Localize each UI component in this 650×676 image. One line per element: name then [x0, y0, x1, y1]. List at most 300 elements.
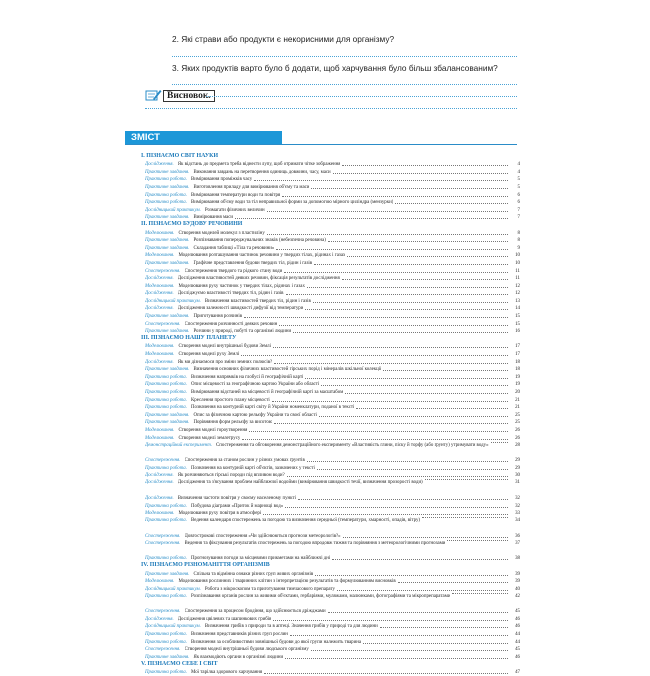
- toc-page-number: 15: [515, 321, 520, 327]
- toc-page-number: 10: [515, 260, 520, 266]
- toc-leader-dots: [282, 196, 508, 197]
- toc-leader-dots: [279, 325, 508, 326]
- toc-page-number: 45: [515, 609, 520, 615]
- toc-entry-text: Розчини у природі, побуті та організмі людини: [193, 329, 292, 335]
- toc-entry-type: Практична робота.: [145, 397, 187, 403]
- toc-entry-type: Практичне завдання.: [145, 238, 190, 244]
- toc-entry-text: Ведення та фіксування результатів спостережень за погодою впродовж тижня та порівняння з метеорологічними прогнозами: [184, 540, 446, 546]
- toc-entry[interactable]: [145, 366, 520, 374]
- toc-section-title: V. ПІЗНАЄМО СЕБЕ І СВІТ: [141, 660, 218, 667]
- toc-entry-text: Опис місцевості за географічною картою України або області: [190, 382, 320, 388]
- toc-entry-text: Визначення частоти повітря у своєму населеному пункті: [177, 495, 296, 501]
- toc-entry-type: Практична робота.: [145, 670, 187, 676]
- toc-entry[interactable]: [145, 608, 520, 616]
- toc-entry-text: Креслення простого плану місцевості: [190, 397, 270, 403]
- toc-entry[interactable]: [145, 191, 520, 199]
- toc-page-number: 7: [517, 207, 520, 213]
- toc-entry-type: Дослідницький практикум.: [145, 207, 201, 213]
- toc-entry[interactable]: [145, 388, 520, 396]
- toc-entry-type: Моделювання.: [145, 230, 175, 236]
- toc-page-number: 6: [517, 192, 520, 198]
- toc-entry[interactable]: [145, 532, 520, 540]
- toc-leader-dots: [298, 499, 508, 500]
- toc-entry[interactable]: [145, 555, 520, 563]
- toc-entry[interactable]: [145, 297, 520, 305]
- toc-entry-type: Практичне завдання.: [145, 184, 190, 190]
- toc-leader-dots: [425, 479, 508, 480]
- question-3-number: 3.: [172, 63, 179, 73]
- toc-page-number: 46: [515, 616, 520, 622]
- toc-entry-type: Дослідження.: [145, 306, 174, 312]
- toc-entry[interactable]: [145, 517, 520, 532]
- toc-entry-text: Дослідження цвілевих та шапинкових грибів: [177, 616, 272, 622]
- toc-entry[interactable]: [145, 259, 520, 267]
- toc-entry-type: Спостереження.: [145, 540, 181, 546]
- toc-entry[interactable]: [145, 328, 520, 336]
- toc-entry-type: Практичне завдання.: [145, 314, 190, 320]
- toc-entry[interactable]: [145, 282, 520, 290]
- toc-entry-type: Практичне завдання.: [145, 420, 190, 426]
- toc-leader-dots: [314, 264, 508, 265]
- toc-entry[interactable]: [145, 176, 520, 184]
- toc-page-number: 8: [517, 230, 520, 236]
- toc-page-number: 18: [515, 367, 520, 373]
- toc-entry-type: Дослідження.: [145, 276, 174, 282]
- toc-page-number: 32: [515, 503, 520, 509]
- toc-leader-dots: [307, 461, 508, 462]
- toc-entry-text: Спостереження та обговорення демонстраційного експерименту «Властивість глини, піску й торфу (або ґрунту) утримувати воду»: [216, 442, 489, 448]
- toc-entry[interactable]: [145, 404, 520, 412]
- toc-entry-text: Визначення грибів з природи та в аптеці. Значення грибів у природі та для людини: [204, 624, 378, 630]
- toc-leader-dots: [272, 401, 508, 402]
- question-2-text: Які страви або продукти є некорисними для організму?: [181, 34, 395, 44]
- toc-entry-text: Моделювання рослинних і тваринних клітин з інтерпретацією результатів та формулюванням висновків: [178, 579, 396, 585]
- toc-entry-text: Виготовлення приладу для вимірювання об'єму та маси: [193, 184, 310, 190]
- toc-entry-text: Визначення властивостей твердих тіл, рідин і газів: [204, 298, 311, 304]
- toc-entry-type: Практичне завдання.: [145, 245, 190, 251]
- toc-section-title: I. ПІЗНАЄМО СВІТ НАУКИ: [141, 153, 219, 159]
- toc-entry[interactable]: [145, 305, 520, 313]
- toc-entry-text: Як взаємодіють органи в організмі людини: [193, 654, 284, 660]
- toc-section-title: II. ПІЗНАЄМО БУДОВУ РЕЧОВИНИ: [141, 221, 243, 228]
- toc-leader-dots: [267, 234, 508, 235]
- toc-leader-dots: [345, 393, 508, 394]
- toc-entry-text: Розмагати фізичних величин: [204, 207, 265, 213]
- toc-entry-text: Досліджуємо властивості твердих тіл, рідин і газів: [177, 291, 284, 297]
- toc-entry[interactable]: [145, 343, 520, 351]
- toc-entry[interactable]: [145, 646, 520, 654]
- toc-entry-text: Мої тарілка здорового харчування: [190, 670, 263, 676]
- toc-page-number: 13: [515, 298, 520, 304]
- toc-page-number: 47: [515, 670, 520, 676]
- toc-entry-text: Як відстань до предмета треба віднести лупу, щоб отримати чітке зображення: [177, 162, 341, 168]
- toc-leader-dots: [321, 385, 508, 386]
- question-2: [172, 34, 394, 44]
- toc-entry[interactable]: [145, 183, 520, 191]
- toc-page-number: 25: [515, 420, 520, 426]
- toc-entry-type: Моделювання.: [145, 253, 175, 259]
- toc-entry-type: Практична робота.: [145, 200, 187, 206]
- toc-entry-type: Практична робота.: [145, 518, 187, 524]
- toc-entry[interactable]: [145, 199, 520, 207]
- toc-page-number: 39: [515, 571, 520, 577]
- toc-leader-dots: [422, 517, 508, 518]
- toc-page-number: 19: [515, 374, 520, 380]
- toc-entry-type: Дослідження.: [145, 291, 174, 297]
- toc-page-number: 46: [515, 624, 520, 630]
- toc-entry[interactable]: [145, 168, 520, 176]
- toc-entry[interactable]: [145, 457, 520, 465]
- toc-entry-text: Порівняння форм рельєфу за висотою: [193, 420, 273, 426]
- toc-entry-text: Складання таблиці «Тіла та речовини»: [193, 245, 275, 251]
- toc-entry-text: Графічне представлення будови твердих тіл, рідин і газів: [193, 260, 313, 266]
- toc-entry[interactable]: [145, 510, 520, 518]
- toc-leader-dots: [305, 378, 508, 379]
- toc-entry-text: Побудова діаграми «Приток й марнощі вод»: [190, 503, 284, 509]
- toc-entry[interactable]: [145, 623, 520, 631]
- toc-page-number: 18: [515, 359, 520, 365]
- toc-page-number: 26: [515, 435, 520, 441]
- toc-entry-text: Спільна та відмінна ознаки різних груп живих організмів: [193, 571, 314, 577]
- toc-entry[interactable]: [145, 229, 520, 237]
- toc-entry-type: Спостереження.: [145, 268, 181, 274]
- toc-page-number: 15: [515, 314, 520, 320]
- toc-entry-type: Практична робота.: [145, 632, 187, 638]
- toc-entry-text: Спостереження за станом рослин у різних умовах ґрунтів: [184, 458, 305, 464]
- toc-title: ЗМІСТ: [125, 131, 282, 144]
- toc-page-number: 8: [517, 238, 520, 244]
- toc-leader-dots: [328, 612, 508, 613]
- toc-entry-type: Практична робота.: [145, 390, 187, 395]
- toc-leader-dots: [235, 218, 508, 219]
- toc-entry-type: Практична робота.: [145, 374, 187, 380]
- toc-entry-type: Практична робота.: [145, 192, 187, 198]
- toc-leader-dots: [380, 627, 508, 628]
- conclusion-line[interactable]: [145, 108, 517, 109]
- question-3: [172, 63, 498, 73]
- toc-page-number: 6: [517, 200, 520, 206]
- toc-entry-type: Дослідницький практикум.: [145, 624, 201, 630]
- toc-page-number: 40: [515, 586, 520, 592]
- toc-page-number: 17: [515, 352, 520, 358]
- toc-entry-text: Ведення календаря спостережень за погодою та визначення середньої (температури, хмарності, опадів, вітру): [190, 518, 421, 524]
- toc-entry-type: Дослідження.: [145, 616, 174, 622]
- toc-entry[interactable]: [145, 161, 520, 169]
- toc-leader-dots: [305, 309, 508, 310]
- toc-entry-text: Прогнозування погоди за місцевими прикметами на найближчі дні: [190, 556, 331, 562]
- toc-entry-text: Моделювання руху повітря в атмосфері: [178, 511, 262, 517]
- toc-entry[interactable]: [145, 653, 520, 661]
- toc-entry[interactable]: [145, 585, 520, 593]
- toc-entry-type: Спостереження.: [145, 458, 181, 464]
- toc-entry[interactable]: [145, 419, 520, 427]
- toc-header: [125, 131, 517, 145]
- toc-page-number: 5: [517, 177, 520, 183]
- toc-leader-dots: [337, 590, 508, 591]
- toc-entry-type: Практичне завдання.: [145, 215, 190, 221]
- toc-entry-type: Практичне завдання.: [145, 260, 190, 266]
- toc-leader-dots: [491, 442, 508, 443]
- toc-page-number: 11: [515, 276, 520, 282]
- toc-leader-dots: [290, 635, 508, 636]
- toc-entry-type: Практичне завдання.: [145, 412, 190, 418]
- toc-entry-text: Вимірювання відстаней на місцевості й географічній карті за масштабом: [190, 390, 344, 395]
- toc-page-number: 11: [515, 268, 520, 274]
- answer-line[interactable]: [172, 56, 517, 57]
- toc-page-number: 20: [515, 390, 520, 395]
- toc-page-number: 29: [515, 465, 520, 471]
- toc-entry-text: Довгострокові спостереження «Чи здійснюються прогнози метеорологів?»: [184, 533, 341, 539]
- toc-page-number: 4: [517, 162, 520, 168]
- toc-section-title: IV. ПІЗНАЄМО РІЗНОМАНІТТЯ ОРГАНІЗМІВ: [141, 562, 270, 569]
- toc-entry-type: Практичне завдання.: [145, 367, 190, 373]
- toc-leader-dots: [356, 408, 508, 409]
- toc-leader-dots: [287, 476, 508, 477]
- toc-leader-dots: [285, 507, 508, 508]
- toc-section-title: III. ПІЗНАЄМО НАШУ ПЛАНЕТУ: [141, 335, 237, 342]
- toc-leader-dots: [284, 272, 508, 273]
- toc-page-number: 34: [515, 518, 520, 524]
- toc-leader-dots: [398, 582, 508, 583]
- toc-entry-text: Створення моделей молекул з пластиліну: [178, 230, 265, 236]
- toc-entry[interactable]: [145, 502, 520, 510]
- toc-entry[interactable]: [145, 320, 520, 328]
- toc-entry-text: Дослідження залежності швидкості дифузії від температури: [177, 306, 304, 312]
- toc-entry[interactable]: [145, 252, 520, 260]
- toc-entry-text: Як розчиняються гірські породи під впливом води?: [177, 473, 285, 479]
- toc-page-number: 28: [515, 442, 520, 448]
- toc-leader-dots: [293, 332, 508, 333]
- toc-page-number: 17: [515, 344, 520, 350]
- toc-entry-text: Дослідження та з'ясування проблем найближчої водойми (вимірювання швидкості течії, визначення прозорості води): [177, 480, 423, 486]
- toc-entry-type: Практичне завдання.: [145, 654, 190, 660]
- toc-entry[interactable]: [145, 244, 520, 252]
- toc-entry-text: Робота з мікроскопом та приготування тимчасового препарату: [204, 586, 335, 592]
- toc-page-number: 21: [515, 397, 520, 403]
- toc-page-number: 14: [515, 306, 520, 312]
- toc-entry-text: Вимірювання проміжків часу: [190, 177, 253, 183]
- toc-entry-text: Визначення напрямків на глобусі й географічній карті: [190, 374, 304, 380]
- toc-entry-text: Моделювання розташування частинок речовини у твердих тілах, рідинах і газах: [178, 253, 346, 259]
- toc-entry-text: Позначення на контурній карті об'єктів, зазначених у тексті: [190, 465, 315, 471]
- toc-page-number: 39: [515, 579, 520, 585]
- toc-page-number: 46: [515, 654, 520, 660]
- toc-entry-type: Спостереження.: [145, 647, 181, 653]
- toc-entry[interactable]: [145, 411, 520, 419]
- toc-leader-dots: [383, 370, 508, 371]
- toc-entry[interactable]: [145, 442, 520, 457]
- toc-entry-text: Позначення на контурній карті світу й України номенклатури, поданої в тексті: [190, 405, 355, 411]
- toc-entry-type: Дослідження.: [145, 473, 174, 479]
- conclusion-line[interactable]: [206, 96, 517, 97]
- toc-page-number: 36: [515, 533, 520, 539]
- toc-entry-text: Вимірювання маси: [193, 215, 234, 221]
- toc-entry-type: Демонстраційний експеримент.: [145, 442, 213, 448]
- toc-entry-text: Визначення основних фізичних властивостей гірських порід і мінералів шкільної колекції: [193, 367, 382, 373]
- toc-entry[interactable]: [145, 464, 520, 472]
- toc-page-number: 38: [515, 556, 520, 562]
- toc-leader-dots: [263, 514, 508, 515]
- toc-entry-type: Моделювання.: [145, 352, 175, 358]
- toc-entry[interactable]: [145, 540, 520, 555]
- toc-entry[interactable]: [145, 426, 520, 434]
- toc-entry-type: Моделювання.: [145, 344, 175, 350]
- toc-leader-dots: [244, 317, 508, 318]
- toc-entry[interactable]: [145, 396, 520, 404]
- toc-entry[interactable]: [145, 290, 520, 298]
- toc-page-number: 16: [515, 329, 520, 335]
- toc-leader-dots: [315, 575, 508, 576]
- toc-entry-text: Створення моделі внутрішньої будови Землі: [178, 344, 271, 350]
- toc-leader-dots: [311, 650, 508, 651]
- toc-page-number: 33: [515, 511, 520, 517]
- toc-entry-text: Створення моделі гороутворення: [178, 427, 248, 433]
- question-2-number: 2.: [172, 34, 179, 44]
- toc-entry-text: Приготування розчинів: [193, 314, 243, 320]
- toc-entry[interactable]: [145, 630, 520, 638]
- toc-entry-text: Визначення за особливостями зовнішньої будови до якої групи належить тварина: [190, 639, 362, 645]
- toc-entry[interactable]: [145, 350, 520, 358]
- toc-entry-text: Розпізнавання попереджувальних знаків (небезпечна речовина): [193, 238, 326, 244]
- toc-entry-text: Розпізнавання органів рослин за живими об'єктами, гербаріями, муляжами, малюнками, фотографіями та мікропрепаратами: [190, 593, 451, 599]
- toc-entry[interactable]: [145, 214, 520, 222]
- toc-leader-dots: [332, 559, 508, 560]
- toc-leader-dots: [285, 658, 508, 659]
- toc-entry-type: Дослідження.: [145, 495, 174, 501]
- toc-entry-type: Дослідницький практикум.: [145, 586, 201, 592]
- toc-page-number: 42: [515, 593, 520, 599]
- toc-leader-dots: [276, 249, 508, 250]
- toc-entry-type: Моделювання.: [145, 427, 175, 433]
- toc-entry-type: Дослідження.: [145, 480, 174, 486]
- toc-page-number: 9: [517, 245, 520, 251]
- toc-entry-text: Опис за фізичною картою рельєфу України та своєї області: [193, 412, 317, 418]
- toc-entry[interactable]: [145, 267, 520, 275]
- toc-page-number: 31: [515, 480, 520, 486]
- toc-entry-type: Практичне завдання.: [145, 329, 190, 335]
- toc-page-number: 29: [515, 458, 520, 464]
- toc-leader-dots: [342, 279, 508, 280]
- toc-leader-dots: [274, 363, 508, 364]
- toc-entry-type: Практична робота.: [145, 465, 187, 471]
- toc-leader-dots: [363, 643, 508, 644]
- question-3-text: Яких продуктів варто було б додати, щоб харчування було більш збалансованим?: [181, 63, 498, 73]
- toc-leader-dots: [273, 620, 508, 621]
- toc-entry[interactable]: [145, 206, 520, 214]
- toc-leader-dots: [264, 673, 508, 674]
- toc-page-number: 12: [515, 283, 520, 289]
- toc-entry-text: Спостереження твердого та рідкого стану води: [184, 268, 283, 274]
- toc-entry[interactable]: [145, 434, 520, 442]
- toc-page-number: 37: [515, 540, 520, 546]
- toc-entry-type: Практична робота.: [145, 556, 187, 562]
- toc-leader-dots: [317, 469, 508, 470]
- toc-entry-type: Дослідження.: [145, 162, 174, 168]
- toc-entry-type: Спостереження.: [145, 609, 181, 615]
- toc-entry-text: Створення моделі руху Землі: [178, 352, 240, 358]
- toc-leader-dots: [395, 203, 508, 204]
- toc-page-number: 45: [515, 647, 520, 653]
- toc-entry-text: Спостереження розчинності деяких речовин: [184, 321, 278, 327]
- toc-entry-text: Створення моделі внутрішньої будови людського організму: [184, 647, 309, 653]
- toc-entry[interactable]: [145, 570, 520, 578]
- toc-entry-type: Спостереження.: [145, 533, 181, 539]
- toc-leader-dots: [447, 540, 508, 541]
- toc-entry[interactable]: [145, 381, 520, 389]
- toc-page-number: 25: [515, 412, 520, 418]
- pen-notebook-icon: [145, 88, 162, 107]
- toc-entry-text: Спостереження за процесом бродіння, що здійснюється дріжджами: [184, 609, 326, 615]
- toc-leader-dots: [254, 180, 508, 181]
- toc-entry[interactable]: [145, 593, 520, 608]
- toc-leader-dots: [242, 439, 508, 440]
- toc-entry[interactable]: [145, 237, 520, 245]
- toc-entry[interactable]: [145, 479, 520, 494]
- toc-leader-dots: [267, 211, 508, 212]
- toc-leader-dots: [311, 188, 508, 189]
- toc-entry-type: Дослідницький практикум.: [145, 298, 201, 304]
- toc-page-number: 21: [515, 405, 520, 411]
- toc-entry-text: Моделювання руху частинок у твердих тілах, рідинах і газах: [178, 283, 305, 289]
- toc-leader-dots: [286, 294, 509, 295]
- toc-page-number: 44: [515, 639, 520, 645]
- conclusion-label: Висновок.: [163, 90, 215, 102]
- toc-leader-dots: [452, 593, 508, 594]
- toc-leader-dots: [307, 287, 508, 288]
- toc-entry-text: Дослідження властивостей деяких речовин, фіксація результатів дослідження: [177, 276, 340, 282]
- toc-entry-type: Моделювання.: [145, 511, 175, 517]
- toc-leader-dots: [333, 173, 508, 174]
- answer-line[interactable]: [172, 84, 517, 85]
- toc-entry[interactable]: [145, 312, 520, 320]
- toc-entry-text: Створення моделі землетрусу: [178, 435, 241, 441]
- toc-entry-type: Практичне завдання.: [145, 169, 190, 175]
- toc-page-number: 5: [517, 184, 520, 190]
- toc-entry[interactable]: [145, 638, 520, 646]
- toc-leader-dots: [274, 423, 508, 424]
- toc-entry-text: Як ми дізнаємося про зміни земних полюсів?: [177, 359, 273, 365]
- toc-entry[interactable]: [145, 358, 520, 366]
- toc-entry[interactable]: [145, 275, 520, 283]
- toc-entry[interactable]: [145, 494, 520, 502]
- toc-page-number: 30: [515, 473, 520, 479]
- toc-leader-dots: [273, 347, 508, 348]
- toc-page-number: 32: [515, 495, 520, 501]
- toc-entry-text: Вимірювання об'єму води та тіл неправильної форми за допомогою мірного циліндра (мензурки): [190, 200, 394, 206]
- toc-leader-dots: [343, 537, 508, 538]
- toc-page-number: 12: [515, 291, 520, 297]
- toc-leader-dots: [313, 302, 508, 303]
- toc-entry[interactable]: [145, 578, 520, 586]
- toc-entry[interactable]: [145, 615, 520, 623]
- toc-page-number: 4: [517, 169, 520, 175]
- toc-entry-type: Моделювання.: [145, 579, 175, 585]
- toc-entry[interactable]: [145, 668, 520, 676]
- toc-leader-dots: [342, 165, 508, 166]
- toc-entry-type: Практична робота.: [145, 639, 187, 645]
- toc-entry-type: Практична робота.: [145, 382, 187, 388]
- toc-entry-type: Моделювання.: [145, 435, 175, 441]
- toc-entry-text: Виконання завдань на перетворення одиниць довжини, часу, маси: [193, 169, 331, 175]
- toc-entry-type: Практична робота.: [145, 503, 187, 509]
- toc-entry[interactable]: [145, 373, 520, 381]
- toc-leader-dots: [241, 355, 508, 356]
- toc-page-number: 26: [515, 427, 520, 433]
- toc-entry-type: Практична робота.: [145, 177, 187, 183]
- toc-entry[interactable]: [145, 472, 520, 480]
- toc-leader-dots: [328, 241, 508, 242]
- toc-entry-type: Дослідження.: [145, 359, 174, 365]
